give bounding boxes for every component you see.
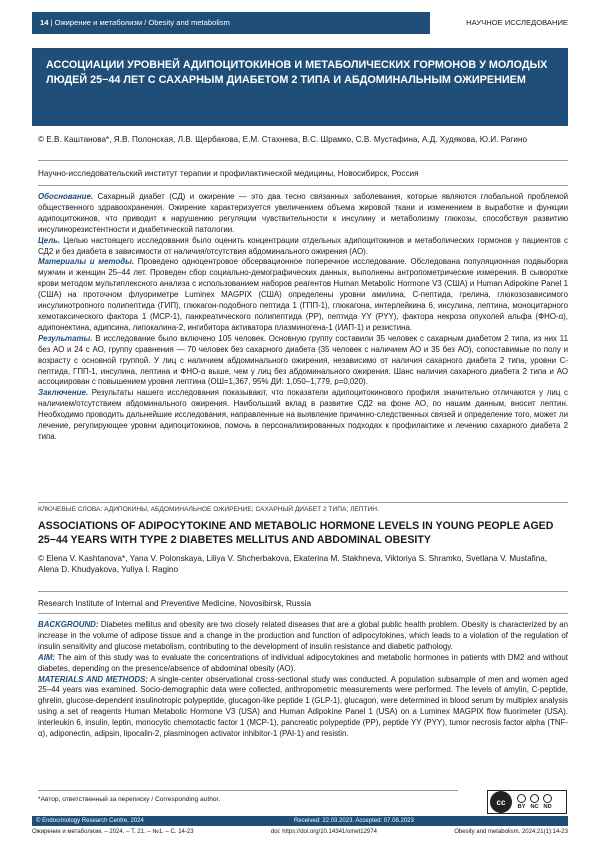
divider — [38, 591, 568, 592]
by-icon: BY — [517, 794, 526, 810]
article-title-en: ASSOCIATIONS OF ADIPOCYTOKINE AND METABOLIC HORMONE LEVELS IN YOUNG PEOPLE AGED 25−44 YEARS WITH TYPE 2 DIABETES MELLITUS AND ABDOMINAL OBESITY — [38, 520, 554, 546]
footer-received: Received: 22.03.2023. Accepted: 07.08.2023 — [294, 818, 414, 824]
abstract-ru — [38, 192, 568, 443]
cc-license-badge[interactable] — [487, 790, 567, 814]
divider — [38, 613, 568, 614]
footer-citation-en: Obesity and metabolism. 2024;21(1):14-23 — [454, 829, 568, 835]
abstract-methods-en: MATERIALS AND METHODS: A single-center observational cross-sectional study was conducted. A population subsample of men and women aged 25–44 years was examined. Socio-demographic data were collected, anthropometric measurements were performed. The levels of amylin, C-peptide, ghrelin, glucose-dependent insulinotropic polypeptide, glucagon-like peptide 1 (GLP-1), glucagon, were determined in blood serum by multiplex analysis using a set of reagents Human Metabolic Hormone V3 (USA) and Human Adipokine Panel 1 (USA) on a Luminex MAGPIX flow fluorimeter (USA). interleukin 6, insulin, leptin, monocytic chemotactic factor 1 (MCP-1), pancreatic polypeptide (PP), peptide YY (PYY), tumor necrosis factor alpha (TNF-α), adiponectin, adipsin, lipocalin-2, plasminogen activator inhibitor-1 (PAI-1) and resistin. — [38, 674, 568, 739]
nc-icon: NC — [530, 794, 539, 810]
abstract-aim-ru: Цель. Целью настоящего исследования было оценить концентрации отдельных адипоцитокинов и метаболических гормонов у пациентов с СД2 и без диабета в зависимости от наличия/отсутствия абдоминального ожирения (АО). — [38, 235, 568, 256]
footnote-divider — [38, 790, 458, 791]
nd-icon: ND — [543, 794, 552, 810]
cc-icon: cc — [490, 791, 512, 813]
section-label: НАУЧНОЕ ИССЛЕДОВАНИЕ — [466, 18, 568, 27]
journal-name: | Ожирение и метаболизм / Obesity and metabolism — [50, 18, 230, 27]
abstract-conclusion-ru: Заключение. Результаты нашего исследования показывают, что показатели адипоцитокинового профиля значительно отличаются у лиц с наличием/отсутствием абдоминального ожирения. Наибольший вклад в развитие СД2 на фоне АО, по нашим данным, вносит лептин. Необходимо проводить дальнейшие исследования, направленные на выявление причинно-следственных связей и определение того, может ли лечение, регулирующее уровни адипоцитокинов, помочь в персонализированных подходах к профилактике и лечению сахарного диабета 2 типа. — [38, 388, 568, 441]
abstract-en — [38, 620, 568, 740]
page-number: 14 — [40, 18, 49, 27]
corresponding-author-note: *Автор, ответственный за переписку / Corresponding author. — [38, 796, 221, 803]
footer-copyright: © Endocrinology Research Centre, 2024 — [36, 818, 144, 824]
header-journal-bar — [32, 12, 430, 34]
footer-citations — [32, 828, 568, 837]
institute-en: Research Institute of Internal and Preventive Medicine, Novosibirsk, Russia — [38, 599, 312, 608]
institute-ru: Научно-исследовательский институт терапии и профилактической медицины, Новосибирск, Россия — [38, 169, 419, 178]
keywords-ru: КЛЮЧЕВЫЕ СЛОВА: АДИПОКИНЫ, АБДОМИНАЛЬНОЕ ОЖИРЕНИЕ; САХАРНЫЙ ДИАБЕТ 2 ТИПА; ЛЕПТИН. — [38, 506, 379, 513]
footer-bar — [32, 816, 568, 826]
divider — [38, 502, 568, 503]
authors-en: © Elena V. Kashtanova*, Yana V. Polonskaya, Liliya V. Shcherbakova, Ekaterina M. Stakhneva, Viktoriya S. Shramko, Svetlana V. Mustafina, Alena D. Khudyakova, Yuliya I. Ragino — [38, 554, 548, 575]
article-title-ru: АССОЦИАЦИИ УРОВНЕЙ АДИПОЦИТОКИНОВ И МЕТАБОЛИЧЕСКИХ ГОРМОНОВ У МОЛОДЫХ ЛЮДЕЙ 25−44 ЛЕТ С САХАРНЫМ ДИАБЕТОМ 2 ТИПА И АБДОМИНАЛЬНЫМ ОЖИРЕНИЕМ — [32, 48, 568, 126]
abstract-results-ru: Результаты. В исследование было включено 105 человек. Основную группу составили 35 человек с сахарным диабетом 2 типа, из них 11 без АО и 24 с АО, группу сравнения — 70 человек без сахарного диабета (35 человек с наличием АО и 35 без АО), сопоставимые по полу и возрасту с основной группой. У лиц с наличием абдоминального ожирения, независимо от наличия сахарного диабета 2 типа, уровни С-пептида, ГПП-1, инсулина, лептина и ФНО-α выше, чем у лиц без абдоминального ожирения. Шанс наличия сахарного диабета 2 типа и АО ассоциирован с повышением уровня лептина (ОШ=1,367, 95% ДИ: 1,050–1,779, p=0,020). — [38, 333, 568, 387]
footer-doi[interactable]: doi: https://doi.org/10.14341/omet12974 — [270, 829, 377, 835]
abstract-methods-ru: Материалы и методы. Проведено одноцентровое обсервационное поперечное исследование. Обследована популяционная подвыборка мужчин и женщин 25–44 лет. Проведен сбор социально-демографических данных, выполнены антропометрические измерения. В сыворотке крови методом мультиплексного анализа с использованием наборов реагентов Human Metabolic Hormone V3 (США) и Human Adipokine Panel 1 (США) на проточном флуориметре Luminex MAGPIX (США) определены уровни амилина, С-пептида, грелина, глюкозозависимого инсулинотропного полипептида (ГИП), глюкагон-подобного пептида 1 (ГПП-1), глюкагона, интерлейкина 6, инсулина, лептина, моноцитарного хемотаксического фактора 1 (MCP-1), панкреатического полипептида (PP), пептида YY (PYY), фактора некроза опухолей альфа (ФНО-α), адипонектина, адипсина, липокалина-2, ингибитора активатора плазминогена-1 (ИАП-1) и резистина. — [38, 257, 568, 332]
footer-citation-ru: Ожирение и метаболизм. – 2024. – Т. 21. – №1. – С. 14-23 — [32, 829, 194, 835]
running-header — [32, 12, 568, 34]
authors-ru: © Е.В. Каштанова*, Я.В. Полонская, Л.В. Щербакова, Е.М. Стахнева, В.С. Шрамко, С.В. Мустафина, А.Д. Худякова, Ю.И. Рагино — [38, 135, 528, 144]
abstract-background-en: BACKGROUND: Diabetes mellitus and obesity are two closely related diseases that are a global public health problem. Obesity is characterized by an increase in the volume of adipose tissue and a change in the production and function of adipocytokines, which leads to a violation of the regulation of insulin sensitivity and glucose metabolism, contributing to the development of insulin resistance and diabetic pathology. — [38, 620, 568, 651]
divider — [38, 185, 568, 186]
divider — [38, 160, 568, 161]
abstract-aim-en: AIM: The aim of this study was to evaluate the concentrations of individual adipocytokines and metabolic hormones in patients with DM2 and without diabetes, depending on the presence/absence of abdominal obesity (AO). — [38, 652, 568, 673]
abstract-background-ru: Обоснование. Сахарный диабет (СД) и ожирение — это два тесно связанных заболевания, которые являются глобальной проблемой общественного здравоохранения. Ожирение характеризуется увеличением объема жировой ткани и изменением в выработке и функции адипоцитокинов, что приводит к нарушению регуляции чувствительности к инсулину и метаболизму глюкозы, способствуя развитию инсулинорезистентности и диабетической патологии. — [38, 192, 568, 234]
